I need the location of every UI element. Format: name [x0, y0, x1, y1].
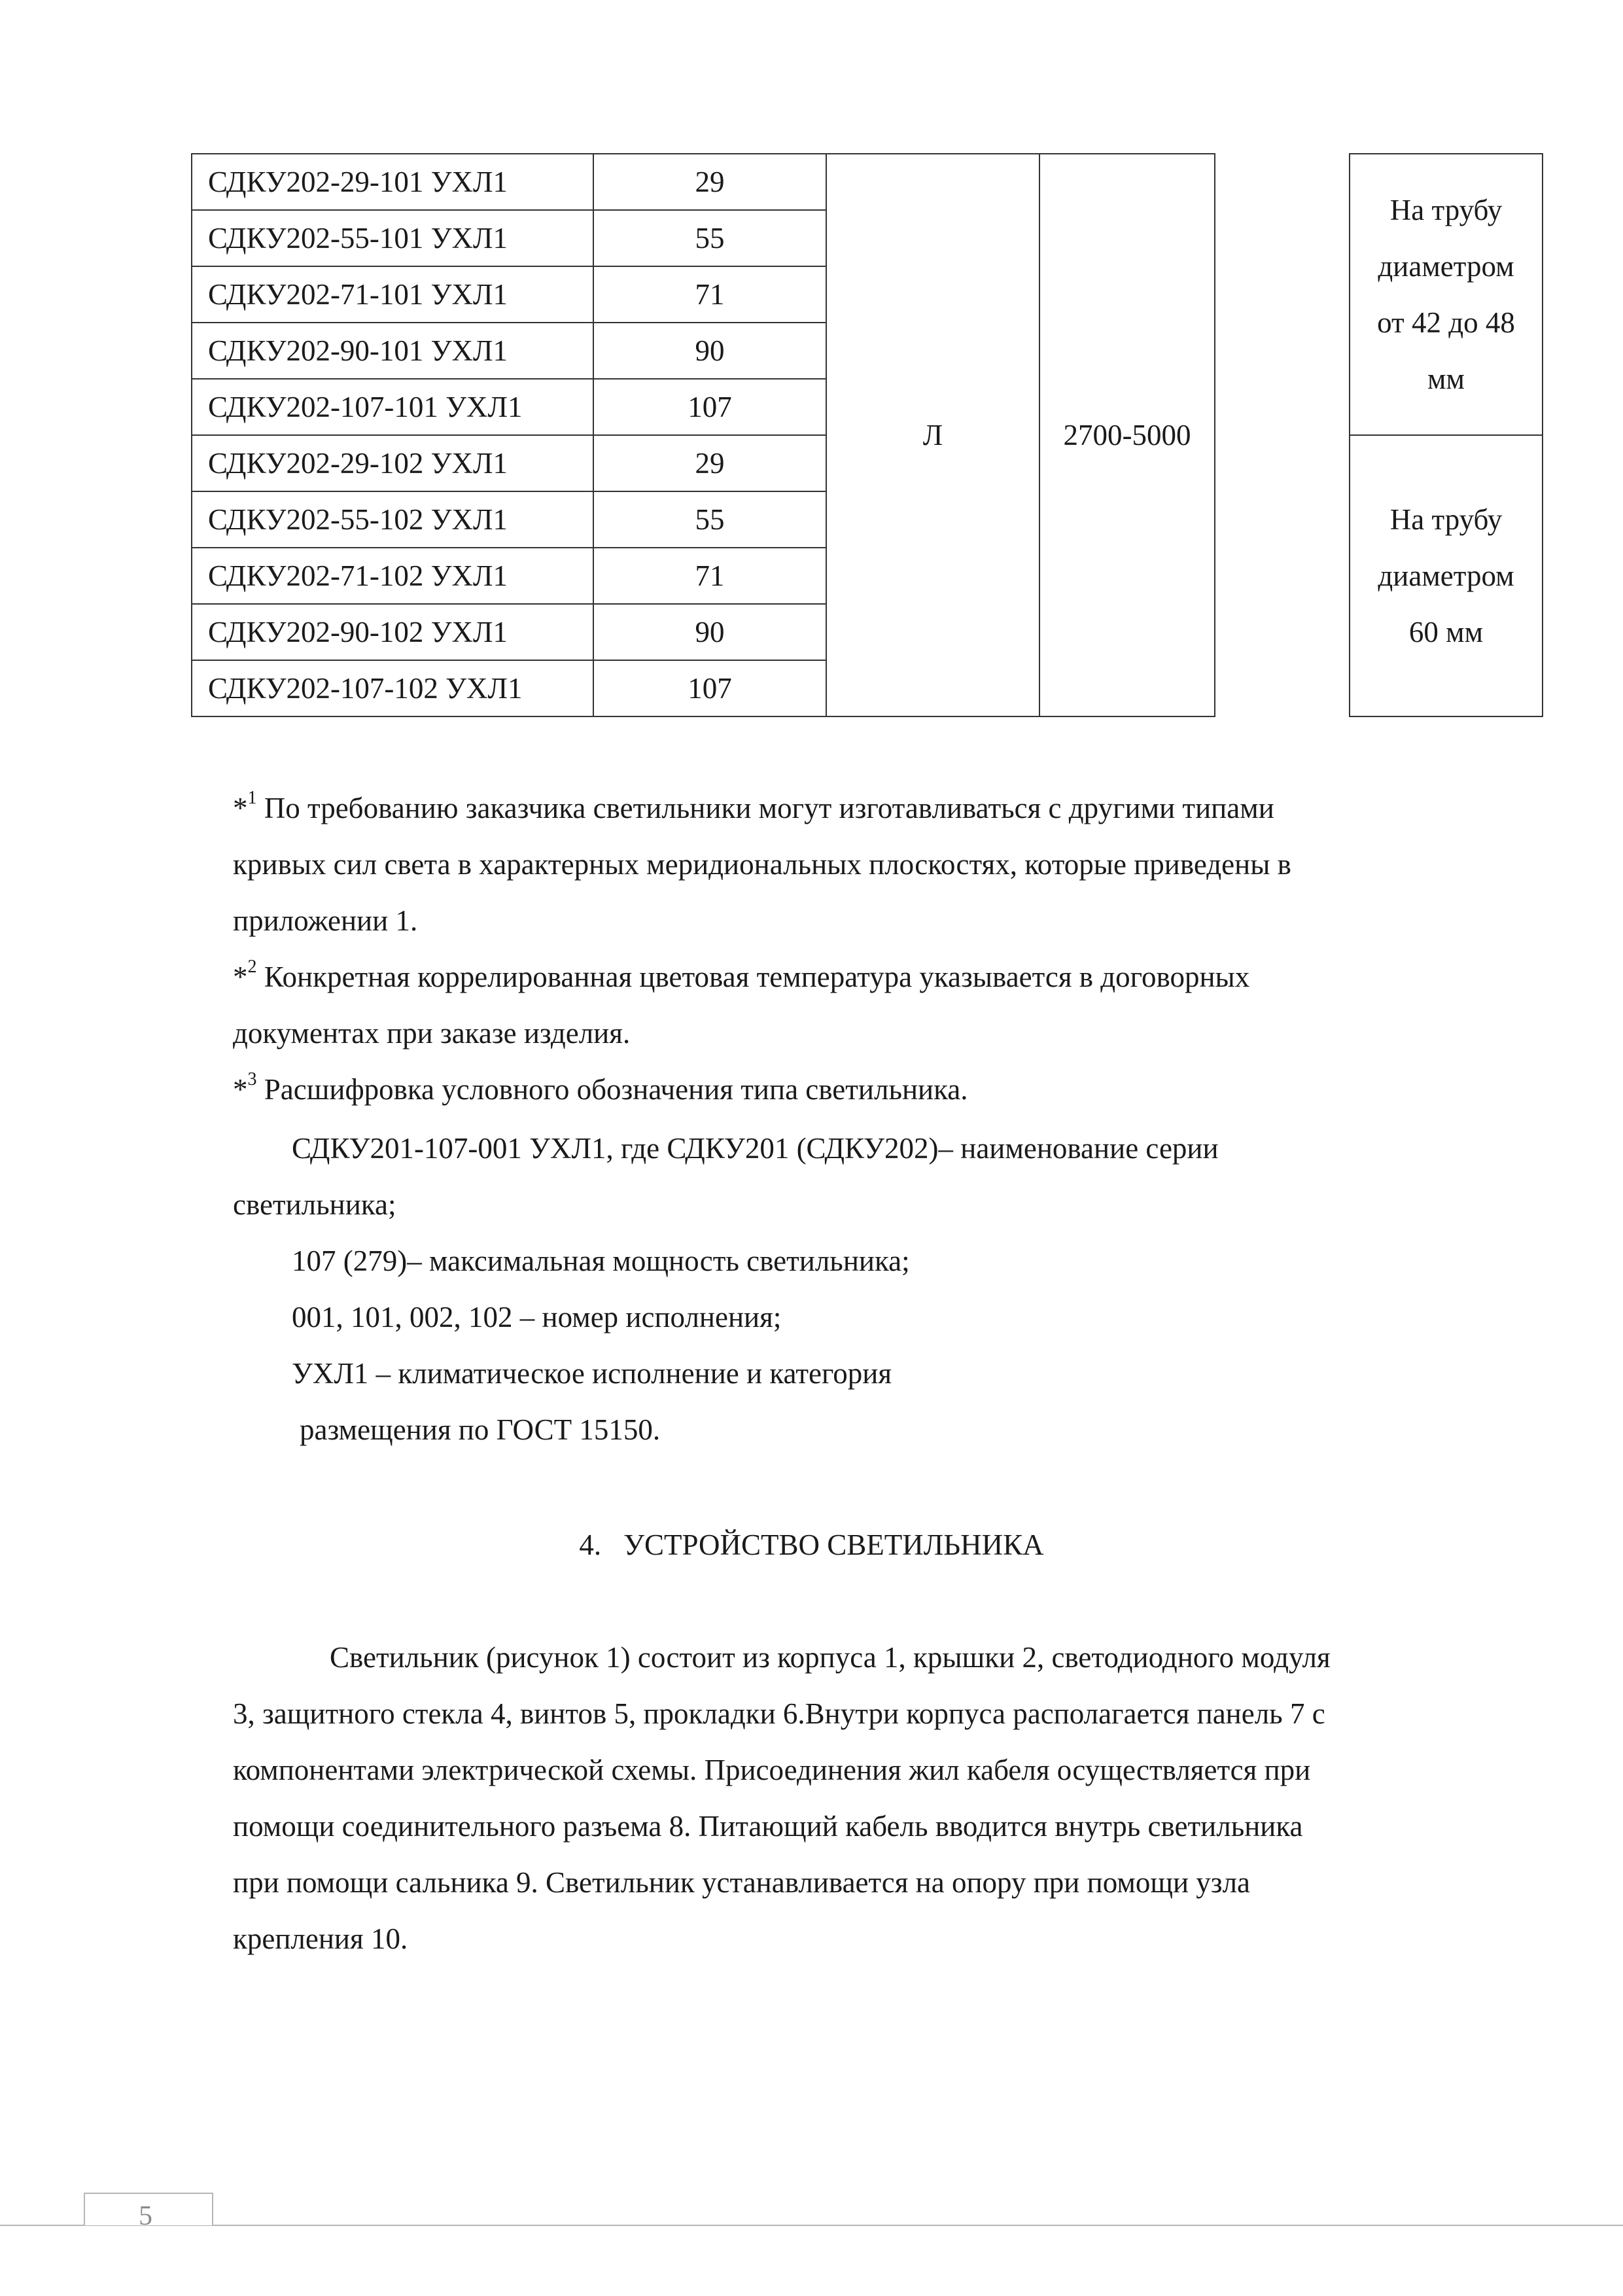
paragraph-line-3: компонентами электрической схемы. Присоединения жил кабеля осуществляется при [233, 1754, 1311, 1786]
footnote-text: Конкретная коррелированная цветовая температура указывается в договорных [256, 961, 1250, 993]
footnote-number: 3 [247, 1069, 257, 1089]
footnote-marker: * [233, 961, 248, 993]
footnote-3-line-1 [233, 1061, 968, 1118]
footnote-number: 2 [247, 957, 257, 977]
empty-cell [1215, 154, 1350, 716]
mount-text-line: диаметром [1378, 559, 1514, 592]
luminaire-spec-table [191, 153, 1543, 717]
decoding-line-4: 001, 101, 002, 102 – номер исполнения; [292, 1301, 782, 1333]
footnote-marker: * [233, 1073, 248, 1106]
paragraph-line-2: 3, защитного стекла 4, винтов 5, прокладки 6.Внутри корпуса располагается панель 7 с [233, 1697, 1325, 1730]
table-row [192, 154, 1543, 210]
power-cell: 55 [593, 491, 826, 548]
decoding-line-3: 107 (279)– максимальная мощность светильника; [292, 1245, 910, 1277]
power-cell: 55 [593, 210, 826, 266]
paragraph-line-4: помощи соединительного разъема 8. Питающий кабель вводится внутрь светильника [233, 1810, 1303, 1843]
footnote-text: Расшифровка условного обозначения типа светильника. [256, 1073, 968, 1106]
mount-cell-pipe-60 [1350, 435, 1543, 716]
paragraph-line-5: при помощи сальника 9. Светильник устанавливается на опору при помощи узла [233, 1866, 1251, 1899]
model-cell: СДКУ202-71-101 УХЛ1 [192, 266, 593, 323]
section-number: 4. [579, 1528, 602, 1561]
decoding-line-6: размещения по ГОСТ 15150. [300, 1413, 661, 1446]
color-temperature-cell: 2700-5000 [1039, 154, 1215, 716]
page-number: 5 [139, 2201, 152, 2231]
footnote-text: По требованию заказчика светильники могут изготавливаться с другими типами [256, 792, 1274, 824]
footnote-1-line-2: кривых сил света в характерных меридиональных плоскостях, которые приведены в [233, 848, 1291, 881]
model-cell: СДКУ202-107-101 УХЛ1 [192, 379, 593, 435]
footnote-2-line-2: документах при заказе изделия. [233, 1017, 631, 1050]
footnote-1-line-1 [233, 780, 1274, 836]
model-cell: СДКУ202-29-101 УХЛ1 [192, 154, 593, 210]
power-cell: 90 [593, 323, 826, 379]
footer-rule [0, 2225, 1623, 2226]
mount-text-line: от 42 до 48 [1377, 306, 1515, 339]
decoding-line-1: СДКУ201-107-001 УХЛ1, где СДКУ201 (СДКУ202)– наименование серии [292, 1132, 1219, 1165]
power-cell: 71 [593, 266, 826, 323]
power-cell: 107 [593, 660, 826, 716]
model-cell: СДКУ202-55-102 УХЛ1 [192, 491, 593, 548]
footnote-2-line-1 [233, 949, 1249, 1005]
power-cell: 107 [593, 379, 826, 435]
power-cell: 71 [593, 548, 826, 604]
curve-type-cell: Л [826, 154, 1039, 716]
mount-text-line: 60 мм [1408, 616, 1484, 648]
footnote-marker: * [233, 792, 248, 824]
section-title: УСТРОЙСТВО СВЕТИЛЬНИКА [623, 1528, 1044, 1561]
paragraph-line-1: Светильник (рисунок 1) состоит из корпуса 1, крышки 2, светодиодного модуля [330, 1641, 1331, 1674]
power-cell: 29 [593, 435, 826, 491]
model-cell: СДКУ202-90-102 УХЛ1 [192, 604, 593, 660]
power-cell: 29 [593, 154, 826, 210]
model-cell: СДКУ202-71-102 УХЛ1 [192, 548, 593, 604]
mount-cell-pipe-42-48 [1350, 154, 1543, 435]
footnote-1-line-3: приложении 1. [233, 904, 418, 937]
footnote-number: 1 [247, 788, 257, 808]
section-heading [0, 1517, 1623, 1573]
paragraph-line-6: крепления 10. [233, 1922, 408, 1955]
decoding-line-5: УХЛ1 – климатическое исполнение и категория [292, 1357, 892, 1390]
power-cell: 90 [593, 604, 826, 660]
decoding-line-2: светильника; [233, 1188, 396, 1221]
mount-text-line: диаметром [1378, 250, 1514, 283]
model-cell: СДКУ202-107-102 УХЛ1 [192, 660, 593, 716]
model-cell: СДКУ202-55-101 УХЛ1 [192, 210, 593, 266]
model-cell: СДКУ202-90-101 УХЛ1 [192, 323, 593, 379]
mount-text-line: На трубу [1389, 503, 1503, 536]
mount-text-line: мм [1427, 362, 1465, 395]
mount-text-line: На трубу [1389, 194, 1503, 226]
model-cell: СДКУ202-29-102 УХЛ1 [192, 435, 593, 491]
